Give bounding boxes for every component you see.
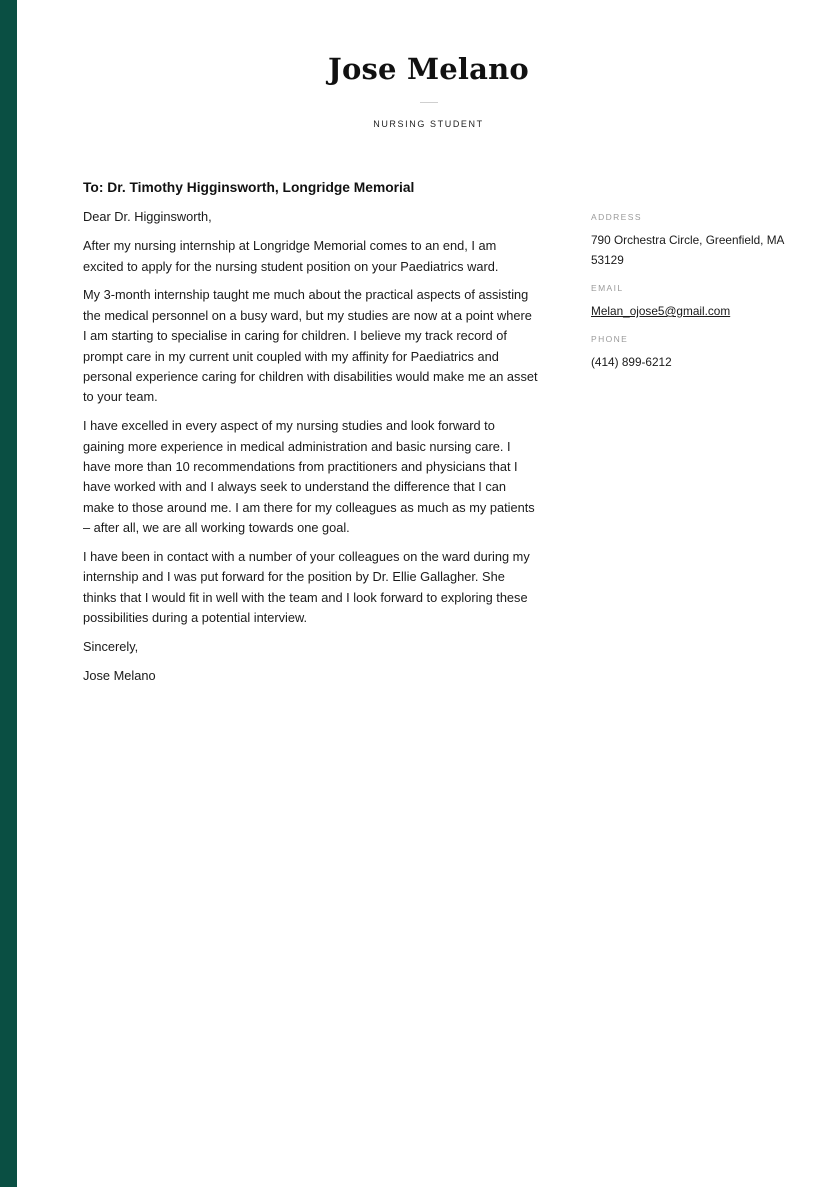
letter-body: [83, 178, 538, 695]
accent-side-bar: [0, 0, 17, 1187]
phone-label: PHONE: [591, 334, 629, 344]
applicant-name: Jose Melano: [328, 52, 529, 86]
signature: Jose Melano: [83, 667, 156, 683]
paragraph-3: I have excelled in every aspect of my nursing studies and look forward to gaining more experience in medical administration and basic nursing care. I have more than 10 recommendations from practitioners and physicians that I have worked with and I always seek to understand the difference that I can make to those around me. I am there for my colleagues as much as my patients – after all, we are all working towards one goal.: [83, 418, 535, 536]
recipient-line: To: Dr. Timothy Higginsworth, Longridge Memorial: [83, 180, 415, 195]
address-label: ADDRESS: [591, 212, 642, 222]
paragraph-1: After my nursing internship at Longridge Memorial comes to an end, I am excited to apply for the nursing student position on your Paediatrics ward.: [83, 238, 499, 274]
contact-sidebar: [591, 210, 791, 383]
phone-value: (414) 899-6212: [591, 355, 672, 369]
header-divider: [420, 102, 438, 103]
email-link[interactable]: Melan_ojose5@gmail.com: [591, 304, 731, 318]
paragraph-2: My 3-month internship taught me much about the practical aspects of assisting the medical personnel on a busy ward, but my studies are now at a point where I am starting to specialise in caring for children. I believe my track record of prompt care in my current unit coupled with my affinity for Paediatrics and personal experience caring for children with disabilities would make me an asset to your team.: [83, 287, 538, 405]
paragraph-4: I have been in contact with a number of your colleagues on the ward during my internship and I was put forward for the position by Dr. Ellie Gallagher. She thinks that I would fit in well with the team and I look forward to exploring these possibilities during a potential interview.: [83, 549, 530, 626]
job-title: NURSING STUDENT: [373, 119, 484, 129]
email-label: EMAIL: [591, 283, 624, 293]
letter-header: [17, 52, 840, 129]
address-value: 790 Orchestra Circle, Greenfield, MA 53129: [591, 233, 784, 267]
salutation: Dear Dr. Higginsworth,: [83, 209, 212, 225]
closing: Sincerely,: [83, 639, 139, 655]
